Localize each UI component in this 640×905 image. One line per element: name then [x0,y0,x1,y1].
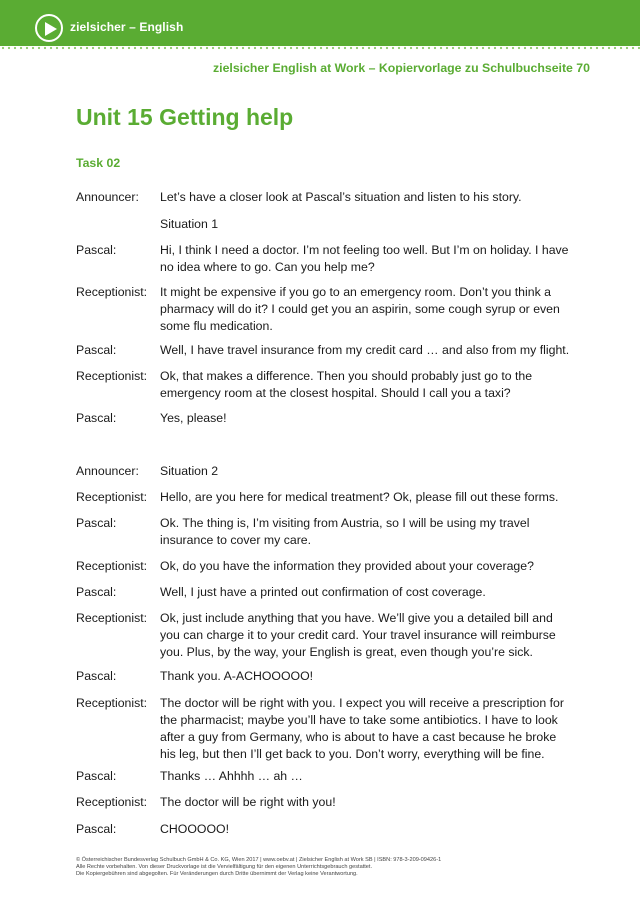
utterance: Well, I have travel insurance from my credit card … and also from my flight. [160,343,570,357]
speaker-name: Pascal: [76,669,117,683]
utterance: Situation 2 [160,464,219,478]
utterance: Thank you. A-ACHOOOOO! [160,669,314,683]
speaker-name: Receptionist: [76,795,148,809]
utterance: Hi, I think I need a doctor. I’m not feeling too well. But I’m on holiday. I have no idea where to go. Can you help me? [160,243,569,274]
utterance: It might be expensive if you go to an emergency room. Don’t you think a pharmacy will do it? I could get you an aspirin, some cough syrup or even some flu medication. [160,285,560,333]
utterance: Ok. The thing is, I’m visiting from Austria, so I will be using my travel insurance to cover my care. [160,516,530,547]
utterance: Ok, just include anything that you have. We’ll give you a detailed bill and you can charge it to your credit card. Your travel insurance will reimburse you. Plus, by the way, your English is great, even though you’re sick. [160,611,556,659]
speaker-name: Pascal: [76,769,117,783]
play-logo-icon [35,14,63,42]
copyright-footer [76,857,596,878]
speaker-name: Receptionist: [76,611,148,625]
speaker-name: Pascal: [76,243,117,257]
utterance: The doctor will be right with you! [160,795,336,809]
utterance: Let’s have a closer look at Pascal’s situation and listen to his story. [160,190,522,204]
speaker-name: Receptionist: [76,285,148,299]
speaker-name: Pascal: [76,343,117,357]
speaker-name: Receptionist: [76,369,148,383]
speaker-name: Pascal: [76,822,117,836]
page-title: Unit 15 Getting help [76,104,294,130]
speaker-name: Pascal: [76,516,117,530]
task-label: Task 02 [76,156,121,170]
speaker-name: Announcer: [76,464,139,478]
utterance: Ok, that makes a difference. Then you should probably just go to the emergency room at the closest hospital. Should I call you a taxi? [160,369,533,400]
utterance: CHOOOOO! [160,822,230,836]
footer-line: © Österreichischer Bundesverlag Schulbuch GmbH & Co. KG, Wien 2017 | www.oebv.at | Zielsicher English at Work SB | ISBN: 978-3-209-09426-1 [76,857,442,863]
utterance: Thanks … Ahhhh … ah … [160,769,303,783]
speaker-name: Receptionist: [76,559,148,573]
utterance: Situation 1 [160,217,219,231]
utterance: The doctor will be right with you. I expect you will receive a prescription for the pharmacist; maybe you’ll have to take some antibiotics. I have to look after a guy from Germany, who is about to have a cast because he broke his leg, but then I’ll get back to you. Don’t worry, everything will be fine. [160,696,564,761]
speaker-name: Pascal: [76,411,117,425]
speaker-name: Pascal: [76,585,117,599]
speaker-name: Announcer: [76,190,139,204]
footer-line: Alle Rechte vorbehalten. Von dieser Druckvorlage ist die Vervielfältigung für den eigenen Unterrichtsgebrauch gestattet. [76,864,373,870]
utterance: Ok, do you have the information they provided about your coverage? [160,559,534,573]
header-dotted-edge [0,40,640,50]
page-subheader: zielsicher English at Work – Kopiervorlage zu Schulbuchseite 70 [213,61,590,75]
speaker-name: Receptionist: [76,696,148,710]
utterance: Yes, please! [160,411,227,425]
logo-text: zielsicher – English [70,20,184,34]
speaker-name: Receptionist: [76,490,148,504]
utterance: Hello, are you here for medical treatment? Ok, please fill out these forms. [160,490,559,504]
utterance: Well, I just have a printed out confirmation of cost coverage. [160,585,486,599]
footer-line: Die Kopiergebühren sind abgegolten. Für Veränderungen durch Dritte übernimmt der Verlag keine Verantwortung. [76,871,358,877]
